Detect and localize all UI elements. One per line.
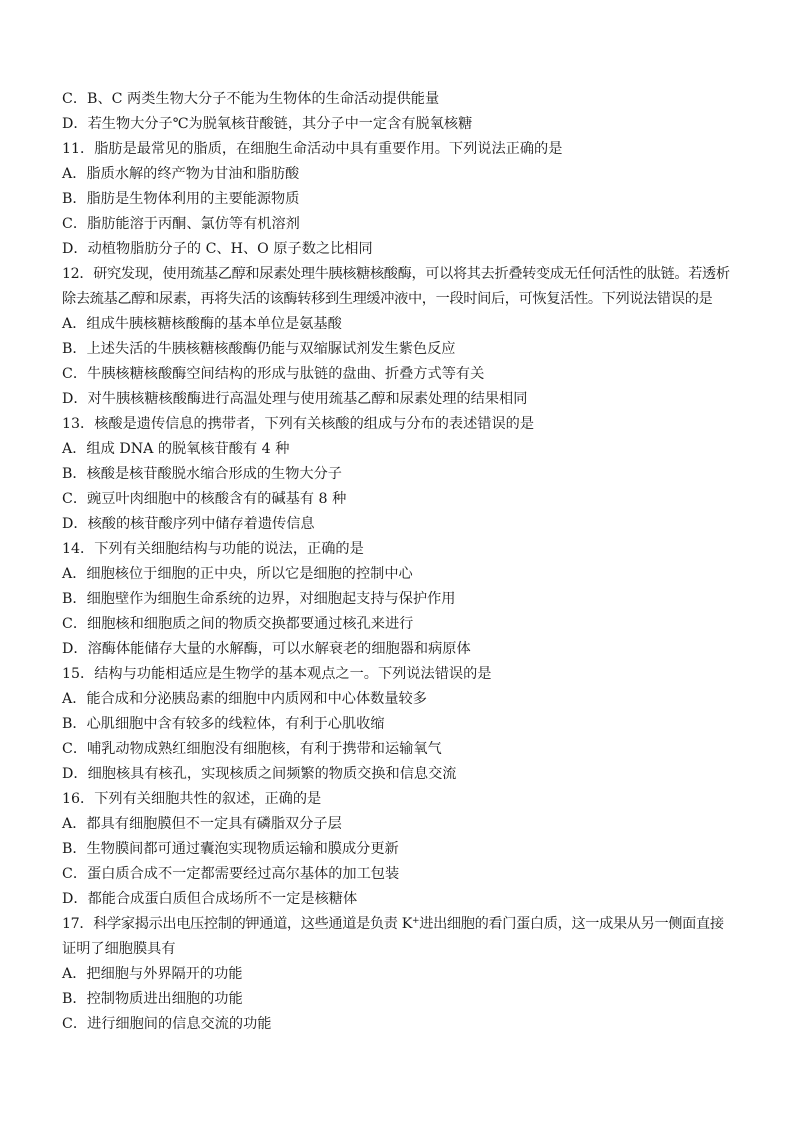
q13-option-d: D．核酸的核苷酸序列中储存着遗传信息	[62, 516, 315, 532]
question-12-line-1: 12．研究发现，使用巯基乙醇和尿素处理牛胰核糖核酸酶，可以将其去折叠转变成无任何活性的肽链。若透析	[62, 266, 730, 282]
q16-option-d: D．都能合成蛋白质但合成场所不一定是核糖体	[62, 891, 358, 907]
q14-option-d: D．溶酶体能储存大量的水解酶，可以水解衰老的细胞器和病原体	[62, 641, 471, 657]
exam-page	[62, 87, 742, 1037]
q17-option-b: B．控制物质进出细胞的功能	[62, 991, 243, 1007]
q12-option-d: D．对牛胰核糖核酸酶进行高温处理与使用巯基乙醇和尿素处理的结果相同	[62, 391, 528, 407]
option-c-prev: C．B、C 两类生物大分子不能为生物体的生命活动提供能量	[62, 91, 440, 107]
q11-option-d: D．动植物脂肪分子的 C、H、O 原子数之比相同	[62, 241, 373, 257]
q11-option-a: A．脂质水解的终产物为甘油和脂肪酸	[62, 166, 300, 182]
question-13: 13．核酸是遗传信息的携带者，下列有关核酸的组成与分布的表述错误的是	[62, 416, 535, 432]
question-17-line-2: 证明了细胞膜具有	[62, 941, 176, 957]
q12-option-b: B．上述失活的牛胰核糖核酸酶仍能与双缩脲试剂发生紫色反应	[62, 341, 456, 357]
question-16: 16．下列有关细胞共性的叙述，正确的是	[62, 791, 322, 807]
q16-option-b: B．生物膜间都可通过囊泡实现物质运输和膜成分更新	[62, 841, 399, 857]
q17-option-a: A．把细胞与外界隔开的功能	[62, 966, 243, 982]
q13-option-a: A．组成 DNA 的脱氧核苷酸有 4 种	[62, 441, 290, 457]
q11-option-b: B．脂肪是生物体利用的主要能源物质	[62, 191, 300, 207]
question-11: 11．脂肪是最常见的脂质，在细胞生命活动中具有重要作用。下列说法正确的是	[62, 141, 563, 157]
q17-text-after-superscript: 进出细胞的看门蛋白质，这一成果从另一侧面直接	[419, 916, 724, 932]
q17-text-before-superscript: 17．科学家揭示出电压控制的钾通道，这些通道是负责 K	[62, 916, 413, 932]
potassium-charge-superscript: +	[412, 916, 420, 926]
q17-option-c: C．进行细胞间的信息交流的功能	[62, 1016, 272, 1032]
question-14: 14．下列有关细胞结构与功能的说法，正确的是	[62, 541, 364, 557]
question-12-line-2: 除去巯基乙醇和尿素，再将失活的该酶转移到生理缓冲液中，一段时间后，可恢复活性。下列说法错误的是	[62, 291, 713, 307]
q16-option-c: C．蛋白质合成不一定都需要经过高尔基体的加工包装	[62, 866, 400, 882]
q15-option-a: A．能合成和分泌胰岛素的细胞中内质网和中心体数量较多	[62, 691, 427, 707]
q15-option-d: D．细胞核具有核孔，实现核质之间频繁的物质交换和信息交流	[62, 766, 457, 782]
q12-option-c: C．牛胰核糖核酸酶空间结构的形成与肽链的盘曲、折叠方式等有关	[62, 366, 485, 382]
q14-option-c: C．细胞核和细胞质之间的物质交换都要通过核孔来进行	[62, 616, 414, 632]
option-d-prev: D．若生物大分子℃为脱氧核苷酸链，其分子中一定含有脱氧核糖	[62, 116, 473, 132]
q12-option-a: A．组成牛胰核糖核酸酶的基本单位是氨基酸	[62, 316, 342, 332]
q13-option-c: C．豌豆叶肉细胞中的核酸含有的碱基有 8 种	[62, 491, 347, 507]
q16-option-a: A．都具有细胞膜但不一定具有磷脂双分子层	[62, 816, 342, 832]
q14-option-b: B．细胞壁作为细胞生命系统的边界，对细胞起支持与保护作用	[62, 591, 456, 607]
question-15: 15．结构与功能相适应是生物学的基本观点之一。下列说法错误的是	[62, 666, 492, 682]
q13-option-b: B．核酸是核苷酸脱水缩合形成的生物大分子	[62, 466, 342, 482]
q15-option-b: B．心肌细胞中含有较多的线粒体，有利于心肌收缩	[62, 716, 385, 732]
q11-option-c: C．脂肪能溶于丙酮、氯仿等有机溶剂	[62, 216, 300, 232]
q15-option-c: C．哺乳动物成熟红细胞没有细胞核，有利于携带和运输氧气	[62, 741, 442, 757]
question-17-line-1	[62, 912, 742, 937]
q14-option-a: A．细胞核位于细胞的正中央，所以它是细胞的控制中心	[62, 566, 413, 582]
